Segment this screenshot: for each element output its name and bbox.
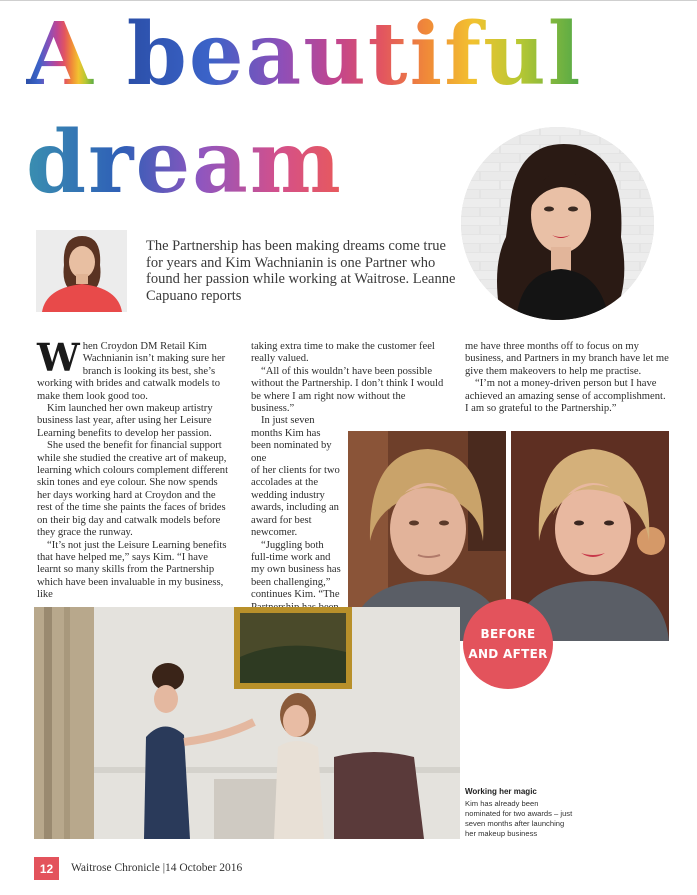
paragraph: When Croydon DM Retail Kim Wachnianin isn’t making sure her branch is looking its best, she’s working with brides and catwalk models to make them look good too. — [37, 335, 226, 402]
paragraph: “I’m not a money-driven person but I have achieved an amazing sense of accomplishment. I am so grateful to the Partnership.” — [465, 378, 666, 415]
top-rule — [0, 0, 697, 1]
title-word-dream: dream — [26, 112, 343, 213]
footer-separator: | — [162, 862, 165, 874]
badge-line-2: AND AFTER — [468, 647, 548, 661]
body-column-1 — [37, 335, 233, 602]
badge-line-1: BEFORE — [480, 627, 536, 641]
caption-title: Working her magic — [465, 787, 537, 796]
caption-text: Kim has already been nominated for two awards – just seven months after launching her makeup business — [465, 799, 573, 838]
title-word-beautiful: beautiful — [126, 4, 583, 105]
paragraph: taking extra time to make the customer feel really valued. — [251, 341, 435, 365]
before-after-badge — [463, 599, 553, 689]
title-line-1 — [26, 4, 582, 105]
standfirst: The Partnership has been making dreams come true for years and Kim Wachnianin is one Partner who found her passion while working at Waitrose. Leanne Capuano reports — [146, 238, 456, 304]
issue-date: 14 October 2016 — [165, 862, 243, 874]
paragraph: of her clients for two accolades at the wedding industry awards, including an award for best newcomer. — [251, 465, 340, 539]
makeup-artist-photo — [34, 607, 460, 839]
drop-cap: W — [37, 335, 80, 380]
body-column-3 — [465, 341, 670, 415]
footer-publication-info — [71, 862, 242, 874]
paragraph: me have three months off to focus on my business, and Partners in my branch have let me give them makeovers to help me practise. — [465, 341, 669, 377]
title-line-2 — [26, 112, 343, 213]
paragraph: Kim launched her own makeup artistry business last year, after using her Leisure Learning benefits to develop her passion. — [37, 403, 213, 439]
title-word-a: A — [26, 4, 95, 105]
hero-portrait-photo — [461, 127, 654, 320]
paragraph: In just seven months Kim has been nominated by one — [251, 415, 332, 464]
paragraph: “Juggling both full-time work and my own business has been challenging,” continues Kim. “The — [251, 539, 341, 601]
author-portrait-photo — [36, 230, 127, 312]
publication-name: Waitrose Chronicle — [71, 862, 160, 874]
paragraph: She used the benefit for financial support while she studied the creative art of makeup, learning which colours complement different skin tones and eye colour. She now spends her days working hard at Croydon and the rest of the time she paints the faces of brides on their big day and catwalk models before they grace the runway. — [37, 440, 229, 539]
paragraph: “All of this wouldn’t have been possible without the Partnership. I don’t think I would be where I am right now without the business.” — [251, 365, 444, 415]
page-number: 12 — [34, 857, 59, 880]
paragraph: “It’s not just the Leisure Learning benefits that have helped me,” says Kim. “I have learnt so many skills from the Partnership which have been invaluable in my business, like — [37, 539, 227, 601]
